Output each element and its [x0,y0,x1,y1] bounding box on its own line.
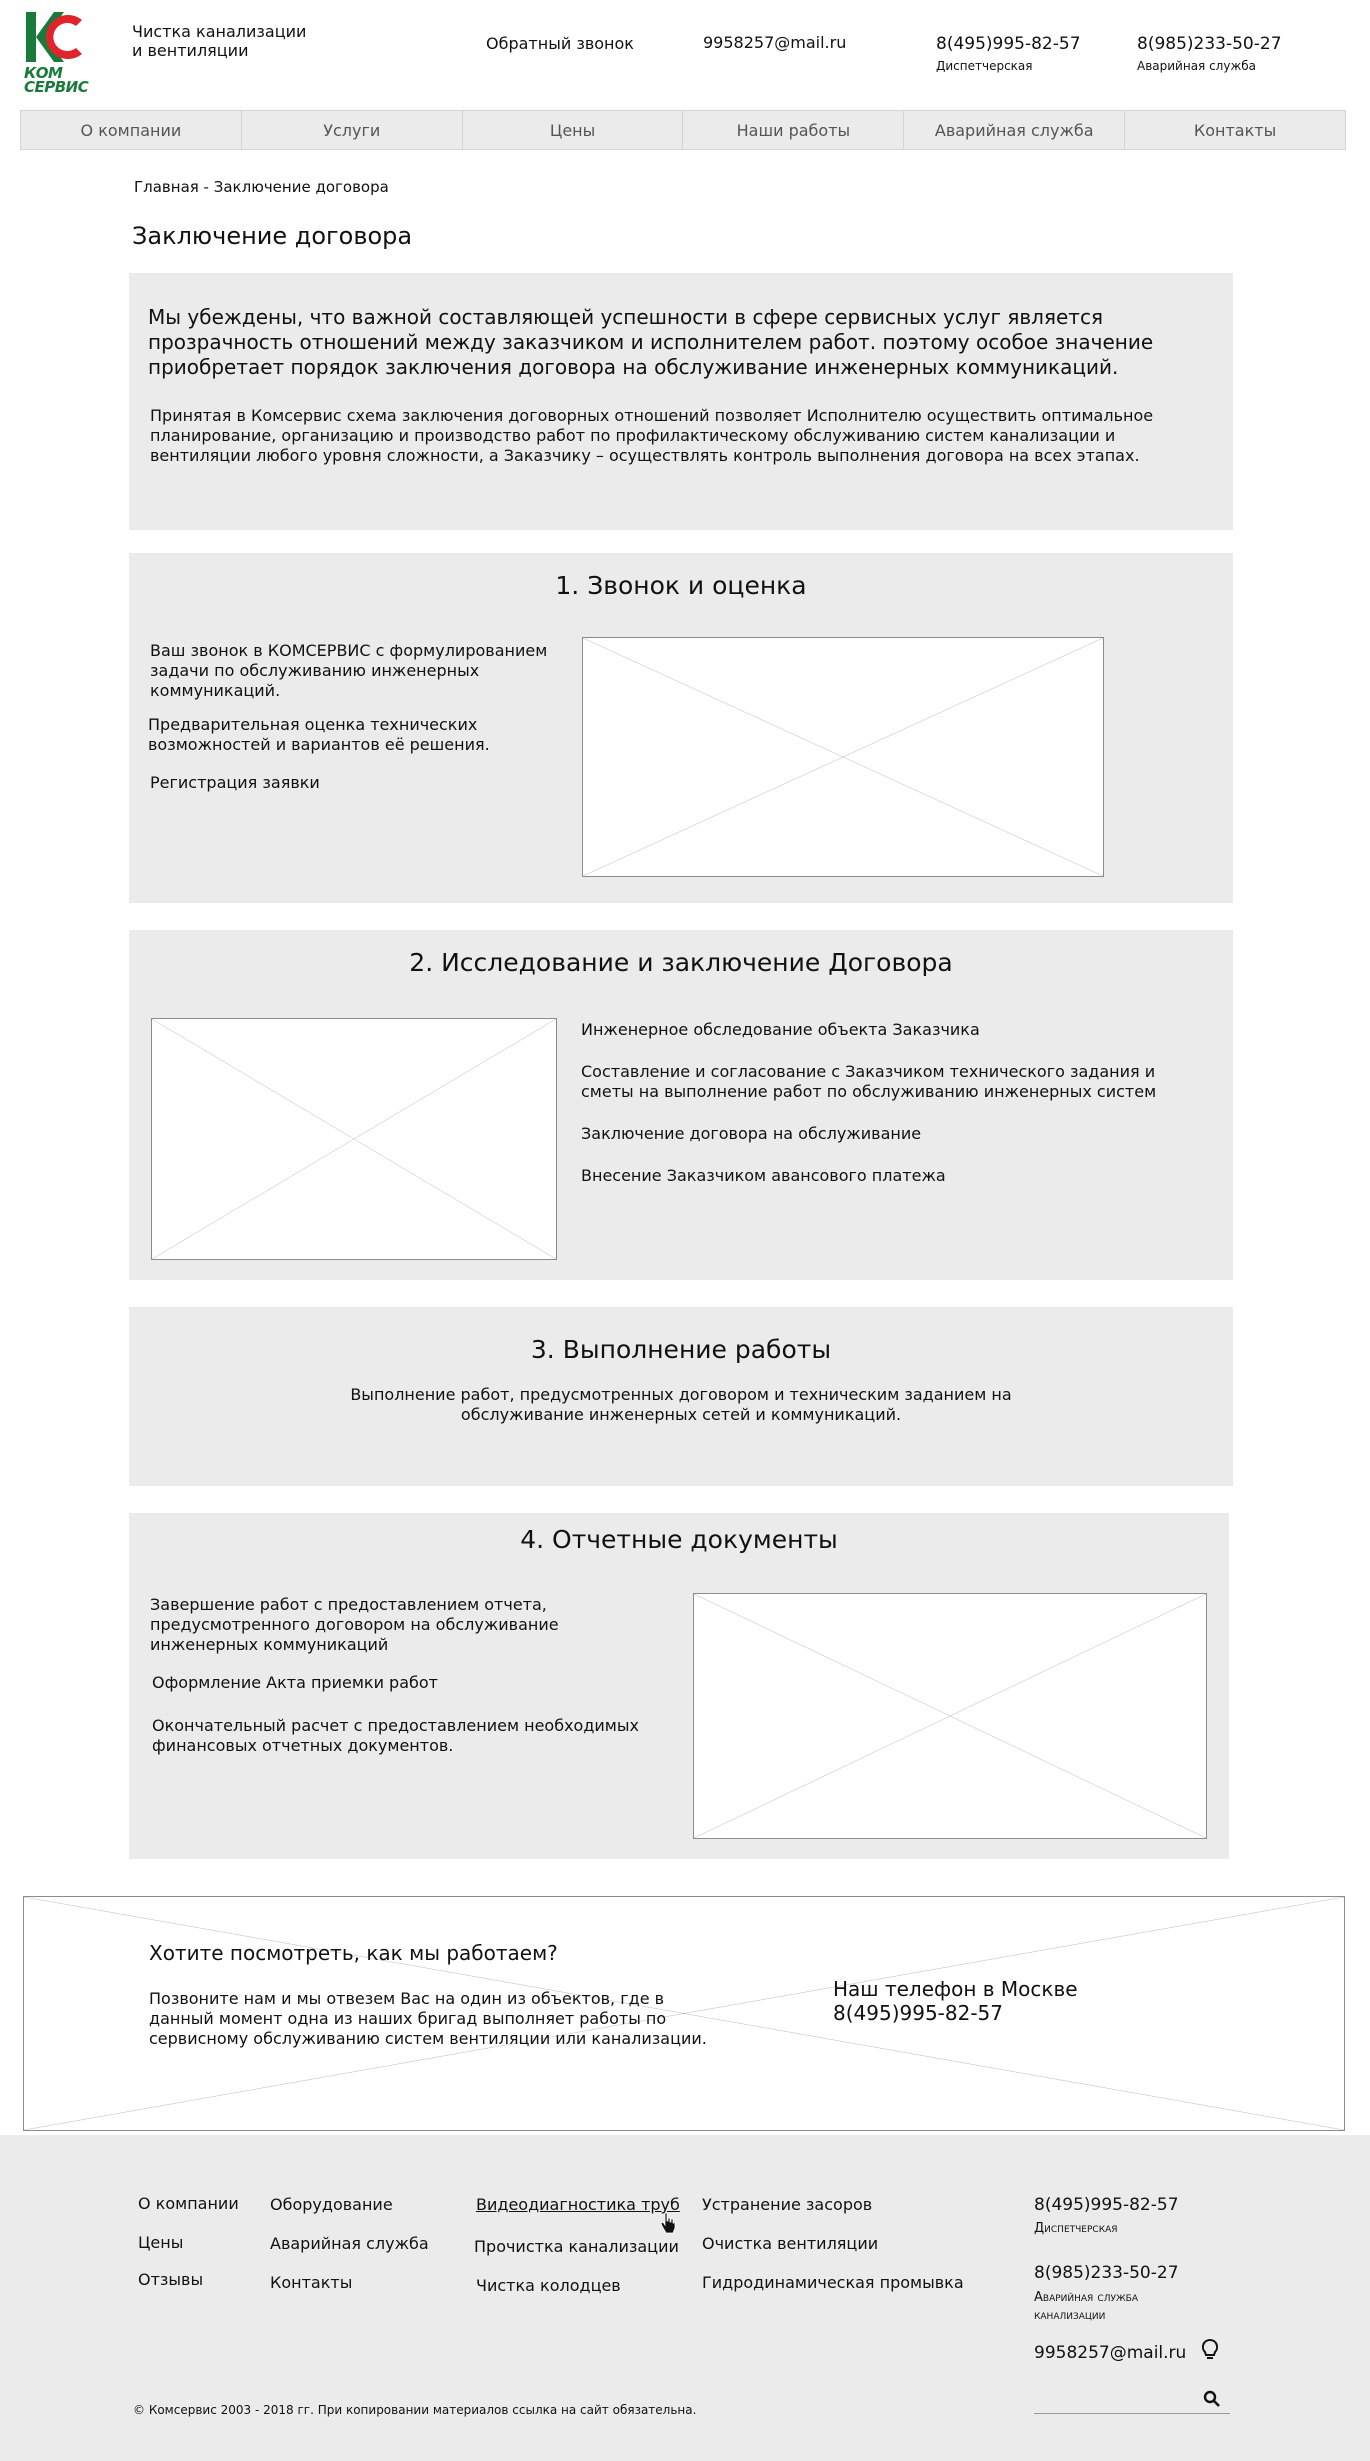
header-phone-emergency[interactable] [1137,34,1282,73]
step-title: 3. Выполнение работы [530,1335,832,1364]
image-placeholder [693,1593,1207,1839]
header-email[interactable]: 9958257@mail.ru [703,33,847,52]
cta-phone-number: 8(495)995-82-57 [833,2001,1004,2025]
intro-lead: Мы убеждены, что важной составляющей успешности в сфере сервисных услуг является прозрачность отношений между заказчиком и исполнителем работ. поэтому особое значение приобретает порядок заключения договора на обслуживание инженерных коммуникаций. [148,305,1154,379]
nav-item-emergency[interactable]: Аварийная служба [904,111,1125,149]
step-item: Оформление Акта приемки работ [152,1673,438,1692]
footer-link-video-diagnostics[interactable]: Видеодиагностика труб [476,2195,680,2214]
nav-item-services[interactable]: Услуги [242,111,463,149]
tagline-line1: Чистка канализации [132,22,307,41]
logo-text: КОМ СЕРВИС [24,64,89,96]
phone-number: 8(985)233-50-27 [1034,2263,1179,2283]
logo-mark-icon [24,10,84,66]
step-4-panel [129,1513,1229,1859]
placeholder-cross-icon [694,1594,1206,1838]
placeholder-cross-icon [583,638,1103,876]
placeholder-cross-icon [152,1019,556,1259]
nav-item-contacts[interactable]: Контакты [1193,120,1277,140]
search-input[interactable] [1034,2413,1230,2414]
step-item: Выполнение работ, предусмотренных договором и техническим заданием на обслуживание инженерных сетей и коммуникаций. [350,1385,1012,1424]
hand-cursor-icon [660,2212,676,2234]
callback-link[interactable]: Обратный звонок [486,34,634,53]
phone-caption: Диспетчерская [936,59,1033,73]
footer-link-about[interactable]: О компании [138,2194,239,2213]
step-item: Инженерное обследование объекта Заказчика [581,1020,980,1039]
lightbulb-icon[interactable] [1200,2338,1220,2364]
phone-caption: Аварийная служба канализации [1034,2290,1138,2323]
footer-email[interactable]: 9958257@mail.ru [1034,2343,1187,2363]
footer-link-prices[interactable]: Цены [138,2233,184,2252]
step-title: 4. Отчетные документы [520,1525,838,1554]
footer-link-contacts[interactable]: Контакты [270,2273,353,2292]
breadcrumb[interactable]: Главная - Заключение договора [134,178,389,196]
search-icon[interactable] [1203,2390,1221,2408]
footer-link-sewer-cleaning[interactable]: Прочистка канализации [474,2237,679,2256]
footer-link-emergency[interactable]: Аварийная служба [270,2234,429,2253]
image-placeholder [582,637,1104,877]
image-placeholder [151,1018,557,1260]
logo[interactable] [24,10,89,96]
intro-panel [129,273,1233,530]
header-phone-dispatch[interactable] [936,34,1081,73]
phone-number: 8(495)995-82-57 [936,34,1081,54]
step-item: Ваш звонок в КОМСЕРВИС с формулированием задачи по обслуживанию инженерных коммуникаций. [150,641,548,700]
step-1-panel [129,553,1233,903]
step-item: Окончательный расчет с предоставлением необходимых финансовых отчетных документов. [152,1716,639,1755]
footer-phone-dispatch[interactable] [1034,2195,1179,2236]
step-title: 1. Звонок и оценка [555,571,807,600]
footer-link-clog-removal[interactable]: Устранение засоров [702,2195,873,2214]
cta-phone-label: Наш телефон в Москве [833,1977,1078,2001]
step-item: Заключение договора на обслуживание [581,1124,922,1143]
intro-body: Принятая в Комсервис схема заключения договорных отношений позволяет Исполнителю осуществить оптимальное планирование, организацию и производство работ по профилактическому обслуживанию систем канализации и вентиляции любого уровня сложности, а Заказчику – осуществлять контроль выполнения договора на всех этапах. [150,406,1154,465]
step-item: Предварительная оценка технических возможностей и вариантов её решения. [148,715,490,754]
step-2-panel [129,930,1233,1280]
footer-link-ventilation-cleaning[interactable]: Очистка вентиляции [702,2234,879,2253]
copyright: © Комсервис 2003 - 2018 гг. При копировании материалов ссылка на сайт обязательна. [133,2403,697,2417]
phone-number: 8(495)995-82-57 [1034,2195,1179,2215]
phone-caption: Диспетчерская [1034,2221,1118,2236]
footer-link-well-cleaning[interactable]: Чистка колодцев [476,2276,621,2295]
cta-phone[interactable] [833,1977,1078,2025]
cta-title: Хотите посмотреть, как мы работаем? [149,1941,558,1965]
step-item: Регистрация заявки [150,773,320,792]
nav-item-works[interactable]: Наши работы [683,111,904,149]
footer-link-equipment[interactable]: Оборудование [270,2195,393,2214]
step-item: Составление и согласование с Заказчиком технического задания и сметы на выполнение работ по обслуживанию инженерных систем [581,1062,1157,1101]
nav-item-about[interactable]: О компании [21,111,242,149]
footer-phone-emergency[interactable] [1034,2263,1179,2325]
step-item: Завершение работ с предоставлением отчета, предусмотренного договором на обслуживание инженерных коммуникаций [150,1595,559,1654]
cta-text: Позвоните нам и мы отвезем Вас на один из объектов, где в данный момент одна из наших бригад выполняет работы по сервисному обслуживанию систем вентиляции или канализации. [149,1989,707,2048]
cta-banner [23,1896,1345,2131]
tagline-line2: и вентиляции [132,41,249,60]
footer-link-hydrodynamic-flushing[interactable]: Гидродинамическая промывка [702,2273,964,2292]
step-3-panel [129,1307,1233,1486]
main-nav [20,110,1346,150]
step-title: 2. Исследование и заключение Договора [409,948,953,977]
footer-link-reviews[interactable]: Отзывы [138,2270,204,2289]
tagline [132,22,332,60]
page-title: Заключение договора [132,222,413,250]
step-item: Внесение Заказчиком авансового платежа [581,1166,946,1185]
phone-caption: Аварийная служба [1137,59,1257,73]
phone-number: 8(985)233-50-27 [1137,34,1282,54]
nav-item-prices[interactable]: Цены [463,111,684,149]
